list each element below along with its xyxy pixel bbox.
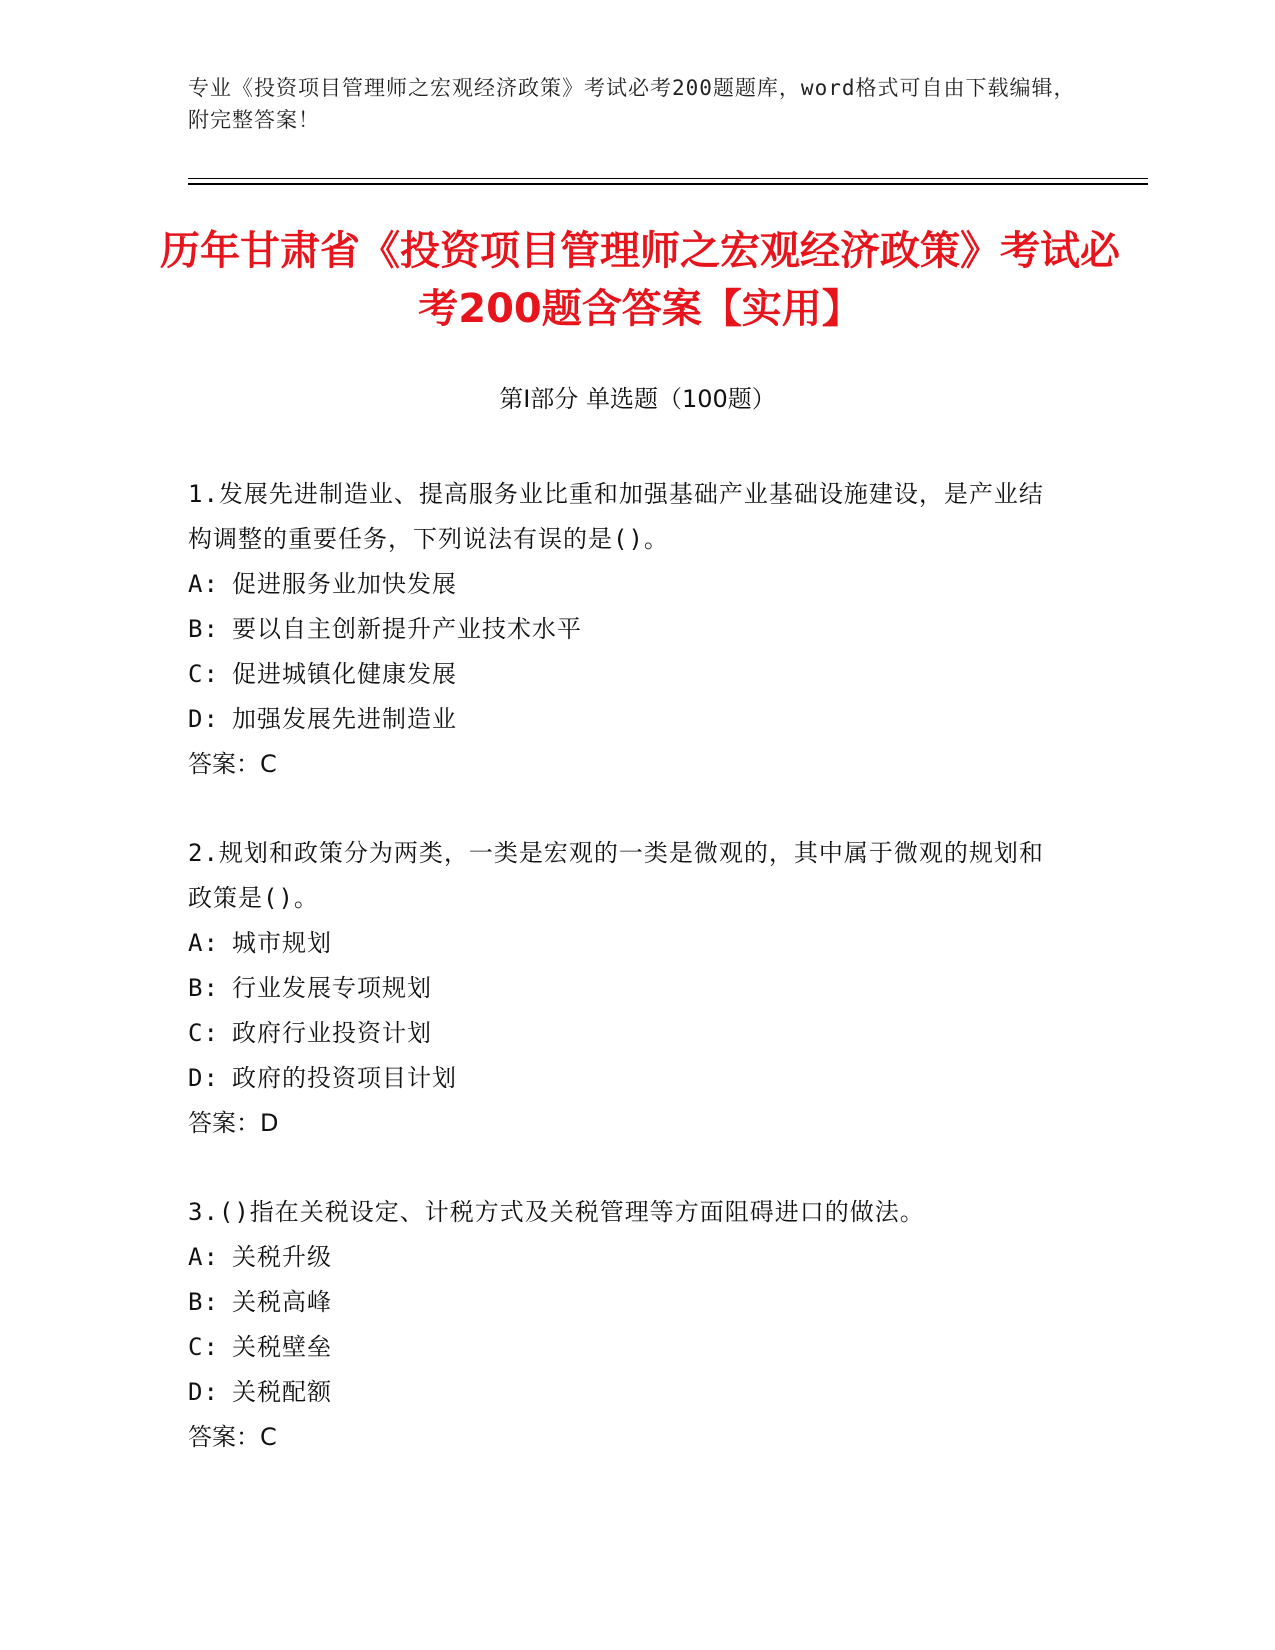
answer-label: 答案： [188, 1109, 260, 1137]
question-stem: 3.()指在关税设定、计税方式及关税管理等方面阻碍进口的做法。 [188, 1198, 925, 1226]
header-divider-thin [188, 178, 1148, 179]
answer-line [188, 1415, 1068, 1460]
option-key: C: [188, 660, 219, 688]
option-text: 关税配额 [232, 1378, 332, 1406]
option-text: 关税壁垒 [232, 1333, 332, 1361]
section-heading: 第I部分 单选题（100题） [499, 385, 776, 413]
option-text: 政府的投资项目计划 [232, 1064, 457, 1092]
answer-label: 答案： [188, 1423, 260, 1451]
option-text: 促进城镇化健康发展 [232, 660, 457, 688]
option-c [188, 1325, 1068, 1370]
option-d [188, 1370, 1068, 1415]
option-text: 政府行业投资计划 [232, 1019, 432, 1047]
option-b [188, 607, 1068, 652]
option-key: A: [188, 929, 219, 957]
option-a [188, 562, 1068, 607]
answer-value: C [260, 750, 277, 778]
answer-line [188, 1101, 1068, 1146]
option-key: B: [188, 615, 219, 643]
option-key: B: [188, 974, 219, 1002]
question-list [188, 472, 1068, 1504]
option-a [188, 1235, 1068, 1280]
option-text: 关税高峰 [232, 1288, 332, 1316]
option-key: B: [188, 1288, 219, 1316]
answer-value: D [260, 1109, 279, 1137]
option-text: 要以自主创新提升产业技术水平 [232, 615, 582, 643]
option-key: A: [188, 1243, 219, 1271]
option-text: 城市规划 [232, 929, 332, 957]
option-a [188, 921, 1068, 966]
option-text: 加强发展先进制造业 [232, 705, 457, 733]
option-b [188, 1280, 1068, 1325]
document-title: 历年甘肃省《投资项目管理师之宏观经济政策》考试必考200题含答案【实用】 [160, 228, 1120, 332]
option-key: C: [188, 1019, 219, 1047]
option-key: C: [188, 1333, 219, 1361]
header-note: 专业《投资项目管理师之宏观经济政策》考试必考200题题库，word格式可自由下载编辑，附完整答案！ [188, 76, 1076, 132]
answer-value: C [260, 1423, 277, 1451]
option-key: A: [188, 570, 219, 598]
option-d [188, 697, 1068, 742]
question-stem: 1.发展先进制造业、提高服务业比重和加强基础产业基础设施建设，是产业结构调整的重要任务，下列说法有误的是()。 [188, 480, 1044, 553]
option-c [188, 652, 1068, 697]
header-divider-thick [188, 183, 1148, 185]
option-text: 行业发展专项规划 [232, 974, 432, 1002]
answer-label: 答案： [188, 750, 260, 778]
option-d [188, 1056, 1068, 1101]
question-item [188, 831, 1068, 1146]
option-text: 关税升级 [232, 1243, 332, 1271]
question-item [188, 472, 1068, 787]
answer-line [188, 742, 1068, 787]
option-c [188, 1011, 1068, 1056]
question-stem: 2.规划和政策分为两类，一类是宏观的一类是微观的，其中属于微观的规划和政策是()。 [188, 839, 1044, 912]
option-key: D: [188, 1378, 219, 1406]
option-key: D: [188, 1064, 219, 1092]
option-key: D: [188, 705, 219, 733]
question-item [188, 1190, 1068, 1460]
option-text: 促进服务业加快发展 [232, 570, 457, 598]
option-b [188, 966, 1068, 1011]
